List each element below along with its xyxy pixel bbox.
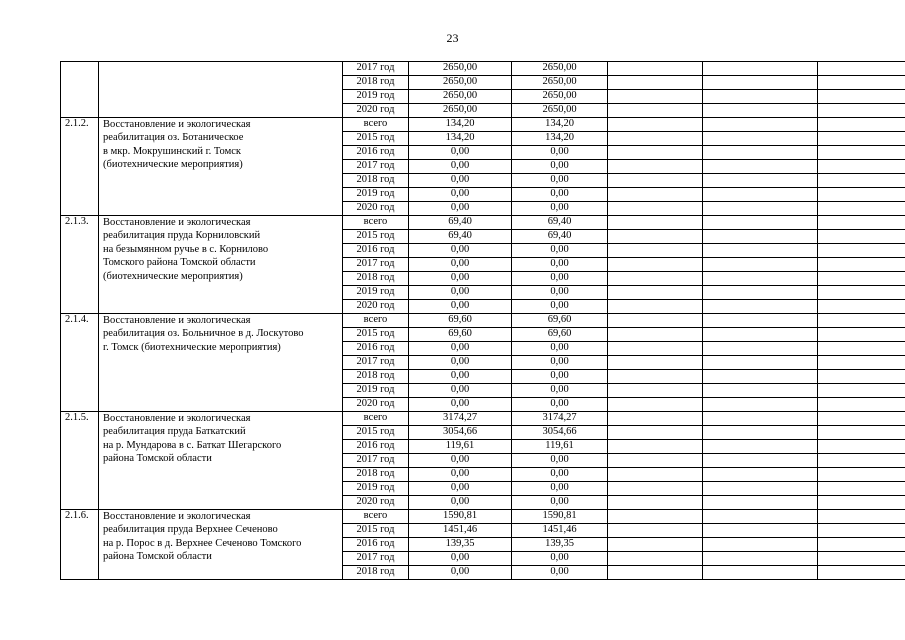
empty-cell-a <box>608 552 703 566</box>
empty-cell-c <box>818 412 905 426</box>
year-cell: 2015 год <box>343 524 409 538</box>
year-cell: 2017 год <box>343 454 409 468</box>
year-cell: 2015 год <box>343 230 409 244</box>
table-row <box>61 314 905 328</box>
total-value-cell: 119,61 <box>409 440 512 454</box>
empty-cell-c <box>818 468 905 482</box>
empty-cell-a <box>608 104 703 118</box>
empty-cell-b <box>703 132 818 146</box>
item-name <box>99 62 343 118</box>
budget-value-cell: 0,00 <box>512 202 608 216</box>
empty-cell-c <box>818 426 905 440</box>
budget-value-cell: 134,20 <box>512 118 608 132</box>
year-cell: 2016 год <box>343 342 409 356</box>
year-cell: 2016 год <box>343 440 409 454</box>
item-name-line: района Томской области <box>103 453 212 465</box>
empty-cell-c <box>818 90 905 104</box>
total-value-cell: 1451,46 <box>409 524 512 538</box>
item-name <box>99 118 343 216</box>
item-name-line: реабилитация пруда Верхнее Сеченово <box>103 524 278 536</box>
empty-cell-b <box>703 160 818 174</box>
empty-cell-c <box>818 342 905 356</box>
empty-cell-b <box>703 496 818 510</box>
item-name-line: реабилитация оз. Ботаническое <box>103 132 244 144</box>
year-cell: 2017 год <box>343 160 409 174</box>
empty-cell-c <box>818 76 905 90</box>
empty-cell-c <box>818 314 905 328</box>
empty-cell-b <box>703 524 818 538</box>
table-body <box>61 62 905 580</box>
empty-cell-b <box>703 188 818 202</box>
item-name-line: (биотехнические мероприятия) <box>103 270 243 282</box>
item-name-line: реабилитация пруда Корниловский <box>103 230 261 242</box>
total-value-cell: 69,60 <box>409 328 512 342</box>
empty-cell-a <box>608 90 703 104</box>
item-name <box>99 510 343 580</box>
empty-cell-a <box>608 258 703 272</box>
item-name-line: Восстановление и экологическая <box>103 119 251 130</box>
budget-value-cell: 69,40 <box>512 230 608 244</box>
empty-cell-c <box>818 202 905 216</box>
empty-cell-c <box>818 440 905 454</box>
total-value-cell: 0,00 <box>409 342 512 356</box>
empty-cell-a <box>608 454 703 468</box>
budget-value-cell: 2650,00 <box>512 104 608 118</box>
empty-cell-b <box>703 146 818 160</box>
budget-value-cell: 0,00 <box>512 566 608 580</box>
empty-cell-b <box>703 440 818 454</box>
empty-cell-c <box>818 230 905 244</box>
budget-value-cell: 2650,00 <box>512 62 608 76</box>
budget-value-cell: 0,00 <box>512 468 608 482</box>
empty-cell-a <box>608 384 703 398</box>
empty-cell-c <box>818 272 905 286</box>
empty-cell-c <box>818 398 905 412</box>
empty-cell-b <box>703 216 818 230</box>
budget-value-cell: 0,00 <box>512 482 608 496</box>
empty-cell-a <box>608 566 703 580</box>
empty-cell-c <box>818 244 905 258</box>
empty-cell-b <box>703 468 818 482</box>
budget-value-cell: 139,35 <box>512 538 608 552</box>
empty-cell-b <box>703 370 818 384</box>
empty-cell-b <box>703 566 818 580</box>
total-value-cell: 0,00 <box>409 244 512 258</box>
total-value-cell: 0,00 <box>409 300 512 314</box>
year-cell: всего <box>343 412 409 426</box>
year-cell: 2017 год <box>343 62 409 76</box>
year-cell: 2018 год <box>343 370 409 384</box>
year-cell: 2020 год <box>343 104 409 118</box>
year-cell: 2018 год <box>343 174 409 188</box>
budget-value-cell: 0,00 <box>512 496 608 510</box>
empty-cell-c <box>818 524 905 538</box>
empty-cell-b <box>703 174 818 188</box>
total-value-cell: 0,00 <box>409 566 512 580</box>
item-name-line: Томского района Томской области <box>103 257 256 269</box>
total-value-cell: 69,40 <box>409 216 512 230</box>
total-value-cell: 1590,81 <box>409 510 512 524</box>
empty-cell-a <box>608 118 703 132</box>
empty-cell-a <box>608 412 703 426</box>
year-cell: 2020 год <box>343 202 409 216</box>
empty-cell-b <box>703 552 818 566</box>
empty-cell-b <box>703 510 818 524</box>
empty-cell-c <box>818 118 905 132</box>
empty-cell-b <box>703 90 818 104</box>
budget-value-cell: 69,60 <box>512 314 608 328</box>
empty-cell-a <box>608 300 703 314</box>
year-cell: всего <box>343 118 409 132</box>
empty-cell-a <box>608 230 703 244</box>
total-value-cell: 69,40 <box>409 230 512 244</box>
empty-cell-c <box>818 174 905 188</box>
item-number: 2.1.4. <box>61 314 99 412</box>
budget-value-cell: 69,40 <box>512 216 608 230</box>
year-cell: 2017 год <box>343 258 409 272</box>
item-name-line: в мкр. Мокрушинский г. Томск <box>103 145 242 157</box>
item-name-line: (биотехнические мероприятия) <box>103 159 243 171</box>
total-value-cell: 2650,00 <box>409 90 512 104</box>
year-cell: всего <box>343 314 409 328</box>
year-cell: 2015 год <box>343 328 409 342</box>
budget-value-cell: 0,00 <box>512 370 608 384</box>
year-cell: 2018 год <box>343 566 409 580</box>
year-cell: 2016 год <box>343 244 409 258</box>
empty-cell-c <box>818 356 905 370</box>
empty-cell-c <box>818 216 905 230</box>
empty-cell-b <box>703 454 818 468</box>
page-number: 23 <box>446 31 459 45</box>
empty-cell-b <box>703 258 818 272</box>
total-value-cell: 0,00 <box>409 146 512 160</box>
empty-cell-b <box>703 342 818 356</box>
budget-value-cell: 0,00 <box>512 258 608 272</box>
empty-cell-b <box>703 356 818 370</box>
empty-cell-a <box>608 440 703 454</box>
year-cell: 2015 год <box>343 132 409 146</box>
budget-value-cell: 0,00 <box>512 300 608 314</box>
item-number: 2.1.5. <box>61 412 99 510</box>
total-value-cell: 0,00 <box>409 496 512 510</box>
funding-table <box>60 61 905 580</box>
budget-value-cell: 0,00 <box>512 342 608 356</box>
total-value-cell: 2650,00 <box>409 76 512 90</box>
empty-cell-b <box>703 314 818 328</box>
year-cell: 2018 год <box>343 76 409 90</box>
budget-value-cell: 0,00 <box>512 454 608 468</box>
empty-cell-a <box>608 314 703 328</box>
budget-value-cell: 0,00 <box>512 356 608 370</box>
empty-cell-a <box>608 496 703 510</box>
empty-cell-b <box>703 328 818 342</box>
total-value-cell: 0,00 <box>409 258 512 272</box>
empty-cell-c <box>818 370 905 384</box>
item-name <box>99 216 343 314</box>
year-cell: всего <box>343 216 409 230</box>
empty-cell-a <box>608 188 703 202</box>
empty-cell-b <box>703 538 818 552</box>
empty-cell-c <box>818 188 905 202</box>
empty-cell-b <box>703 384 818 398</box>
year-cell: 2019 год <box>343 482 409 496</box>
empty-cell-a <box>608 62 703 76</box>
empty-cell-c <box>818 510 905 524</box>
item-name <box>99 412 343 510</box>
item-name-line: Восстановление и экологическая <box>103 217 251 228</box>
empty-cell-c <box>818 286 905 300</box>
empty-cell-c <box>818 384 905 398</box>
item-name-line: Восстановление и экологическая <box>103 315 251 326</box>
total-value-cell: 0,00 <box>409 356 512 370</box>
empty-cell-a <box>608 272 703 286</box>
budget-value-cell: 2650,00 <box>512 76 608 90</box>
year-cell: 2015 год <box>343 426 409 440</box>
total-value-cell: 0,00 <box>409 160 512 174</box>
table-row <box>61 216 905 230</box>
empty-cell-b <box>703 244 818 258</box>
empty-cell-b <box>703 286 818 300</box>
total-value-cell: 0,00 <box>409 174 512 188</box>
budget-value-cell: 119,61 <box>512 440 608 454</box>
empty-cell-c <box>818 454 905 468</box>
empty-cell-c <box>818 328 905 342</box>
empty-cell-a <box>608 398 703 412</box>
empty-cell-c <box>818 538 905 552</box>
empty-cell-c <box>818 258 905 272</box>
item-name-line: на безымянном ручье в с. Корнилово <box>103 243 269 255</box>
budget-value-cell: 0,00 <box>512 244 608 258</box>
total-value-cell: 0,00 <box>409 482 512 496</box>
empty-cell-a <box>608 426 703 440</box>
budget-value-cell: 1451,46 <box>512 524 608 538</box>
empty-cell-b <box>703 482 818 496</box>
empty-cell-a <box>608 146 703 160</box>
year-cell: 2019 год <box>343 286 409 300</box>
budget-value-cell: 2650,00 <box>512 90 608 104</box>
total-value-cell: 0,00 <box>409 384 512 398</box>
empty-cell-a <box>608 328 703 342</box>
item-name <box>99 314 343 412</box>
item-number: 2.1.2. <box>61 118 99 216</box>
total-value-cell: 0,00 <box>409 468 512 482</box>
total-value-cell: 134,20 <box>409 118 512 132</box>
budget-value-cell: 0,00 <box>512 398 608 412</box>
item-name-line: г. Томск (биотехнические мероприятия) <box>103 341 281 353</box>
empty-cell-a <box>608 468 703 482</box>
empty-cell-a <box>608 76 703 90</box>
empty-cell-a <box>608 482 703 496</box>
item-name-line: района Томской области <box>103 551 212 563</box>
budget-value-cell: 0,00 <box>512 160 608 174</box>
table-row <box>61 510 905 524</box>
budget-value-cell: 1590,81 <box>512 510 608 524</box>
total-value-cell: 2650,00 <box>409 62 512 76</box>
budget-value-cell: 0,00 <box>512 174 608 188</box>
empty-cell-a <box>608 174 703 188</box>
year-cell: 2018 год <box>343 468 409 482</box>
year-cell: 2019 год <box>343 188 409 202</box>
budget-value-cell: 0,00 <box>512 146 608 160</box>
empty-cell-c <box>818 146 905 160</box>
empty-cell-c <box>818 104 905 118</box>
empty-cell-b <box>703 398 818 412</box>
empty-cell-b <box>703 76 818 90</box>
empty-cell-a <box>608 202 703 216</box>
year-cell: 2019 год <box>343 90 409 104</box>
total-value-cell: 2650,00 <box>409 104 512 118</box>
empty-cell-c <box>818 160 905 174</box>
year-cell: всего <box>343 510 409 524</box>
total-value-cell: 134,20 <box>409 132 512 146</box>
total-value-cell: 0,00 <box>409 188 512 202</box>
empty-cell-c <box>818 482 905 496</box>
total-value-cell: 139,35 <box>409 538 512 552</box>
total-value-cell: 0,00 <box>409 370 512 384</box>
empty-cell-b <box>703 272 818 286</box>
empty-cell-c <box>818 62 905 76</box>
year-cell: 2020 год <box>343 398 409 412</box>
empty-cell-c <box>818 552 905 566</box>
empty-cell-c <box>818 496 905 510</box>
budget-value-cell: 0,00 <box>512 286 608 300</box>
budget-value-cell: 69,60 <box>512 328 608 342</box>
empty-cell-a <box>608 538 703 552</box>
empty-cell-b <box>703 104 818 118</box>
empty-cell-c <box>818 300 905 314</box>
empty-cell-a <box>608 160 703 174</box>
empty-cell-a <box>608 524 703 538</box>
year-cell: 2016 год <box>343 538 409 552</box>
total-value-cell: 0,00 <box>409 552 512 566</box>
item-name-line: реабилитация пруда Баткатский <box>103 426 246 438</box>
empty-cell-a <box>608 356 703 370</box>
empty-cell-a <box>608 244 703 258</box>
empty-cell-a <box>608 132 703 146</box>
total-value-cell: 0,00 <box>409 272 512 286</box>
item-number: 2.1.3. <box>61 216 99 314</box>
total-value-cell: 3054,66 <box>409 426 512 440</box>
table-row <box>61 118 905 132</box>
empty-cell-a <box>608 510 703 524</box>
total-value-cell: 0,00 <box>409 398 512 412</box>
empty-cell-b <box>703 300 818 314</box>
empty-cell-b <box>703 230 818 244</box>
budget-value-cell: 0,00 <box>512 552 608 566</box>
total-value-cell: 69,60 <box>409 314 512 328</box>
year-cell: 2019 год <box>343 384 409 398</box>
item-name-line: реабилитация оз. Больничное в д. Лоскутово <box>103 328 304 340</box>
total-value-cell: 0,00 <box>409 286 512 300</box>
item-name-line: на р. Мундарова в с. Баткат Шегарского <box>103 439 282 451</box>
budget-value-cell: 134,20 <box>512 132 608 146</box>
year-cell: 2018 год <box>343 272 409 286</box>
empty-cell-c <box>818 566 905 580</box>
empty-cell-a <box>608 216 703 230</box>
budget-value-cell: 3174,27 <box>512 412 608 426</box>
budget-value-cell: 0,00 <box>512 384 608 398</box>
empty-cell-b <box>703 118 818 132</box>
item-number <box>61 62 99 118</box>
empty-cell-c <box>818 132 905 146</box>
empty-cell-b <box>703 412 818 426</box>
budget-value-cell: 0,00 <box>512 188 608 202</box>
empty-cell-a <box>608 286 703 300</box>
year-cell: 2017 год <box>343 356 409 370</box>
total-value-cell: 0,00 <box>409 202 512 216</box>
year-cell: 2020 год <box>343 496 409 510</box>
item-name-line: на р. Порос в д. Верхнее Сеченово Томского <box>103 537 302 549</box>
table-row <box>61 412 905 426</box>
item-number: 2.1.6. <box>61 510 99 580</box>
table-row <box>61 62 905 76</box>
budget-value-cell: 0,00 <box>512 272 608 286</box>
empty-cell-b <box>703 426 818 440</box>
budget-value-cell: 3054,66 <box>512 426 608 440</box>
total-value-cell: 3174,27 <box>409 412 512 426</box>
year-cell: 2020 год <box>343 300 409 314</box>
empty-cell-a <box>608 342 703 356</box>
total-value-cell: 0,00 <box>409 454 512 468</box>
item-name-line: Восстановление и экологическая <box>103 511 251 522</box>
empty-cell-a <box>608 370 703 384</box>
year-cell: 2017 год <box>343 552 409 566</box>
empty-cell-b <box>703 202 818 216</box>
empty-cell-b <box>703 62 818 76</box>
year-cell: 2016 год <box>343 146 409 160</box>
item-name-line: Восстановление и экологическая <box>103 413 251 424</box>
